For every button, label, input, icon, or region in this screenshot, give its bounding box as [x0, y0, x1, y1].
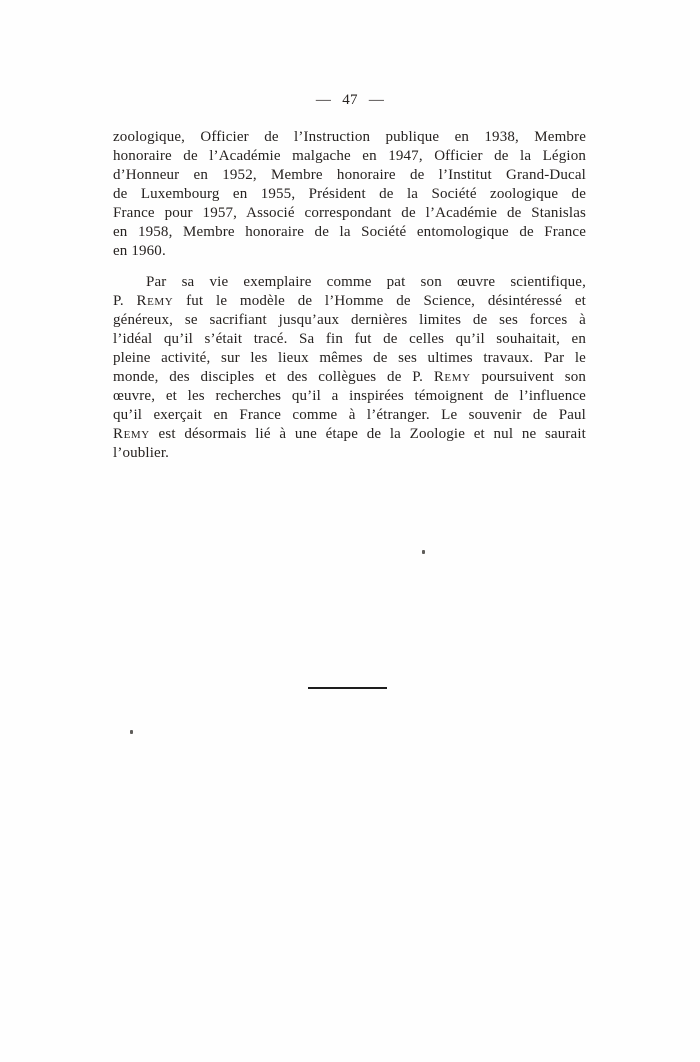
- text-line: monde, des disciples et des collègues de P. Remy poursuivent son: [113, 369, 587, 385]
- text-line: P. Remy fut le modèle de l’Homme de Science, désintéressé et: [113, 293, 586, 309]
- text-line: honoraire de l’Académie malgache en 1947, Officier de la Légion: [113, 148, 586, 164]
- text-line: Par sa vie exemplaire comme pat son œuvre scientifique,: [146, 274, 586, 290]
- text-line: pleine activité, sur les lieux mêmes de ses ultimes travaux. Par le: [113, 350, 586, 366]
- smallcaps-name: Remy: [136, 293, 174, 309]
- text-line: de Luxembourg en 1955, Président de la Société zoologique de: [113, 186, 586, 202]
- paragraph: [113, 273, 586, 463]
- text-line: en 1960.: [113, 243, 166, 259]
- text-line: Remy est désormais lié à une étape de la Zoologie et nul ne saurait: [113, 426, 586, 442]
- text-line: l’idéal qu’il s’était tracé. Sa fin fut de celles qu’il souhaitait, en: [113, 331, 586, 347]
- scan-speck: [422, 550, 425, 554]
- text-line: œuvre, et les recherches qu’il a inspirées témoignent de l’influence: [113, 388, 586, 404]
- page-number: — 47 —: [315, 92, 385, 108]
- text-line: zoologique, Officier de l’Instruction publique en 1938, Membre: [113, 129, 586, 145]
- text-line: France pour 1957, Associé correspondant de l’Académie de Stanislas: [113, 205, 586, 221]
- smallcaps-name: Remy: [433, 369, 471, 385]
- text-block: [113, 128, 586, 463]
- scan-speck: [130, 730, 133, 734]
- smallcaps-name: Remy: [113, 426, 150, 442]
- text-line: qu’il exerçait en France comme à l’étranger. Le souvenir de Paul: [113, 407, 586, 423]
- text-line: d’Honneur en 1952, Membre honoraire de l’Institut Grand-Ducal: [113, 167, 586, 183]
- footer-rule: [308, 687, 387, 689]
- text-line: en 1958, Membre honoraire de la Société entomologique de France: [113, 224, 586, 240]
- paragraph: [113, 128, 586, 261]
- text-line: généreux, se sacrifiant jusqu’aux dernières limites de ses forces à: [113, 312, 586, 328]
- text-line: l’oublier.: [113, 445, 170, 461]
